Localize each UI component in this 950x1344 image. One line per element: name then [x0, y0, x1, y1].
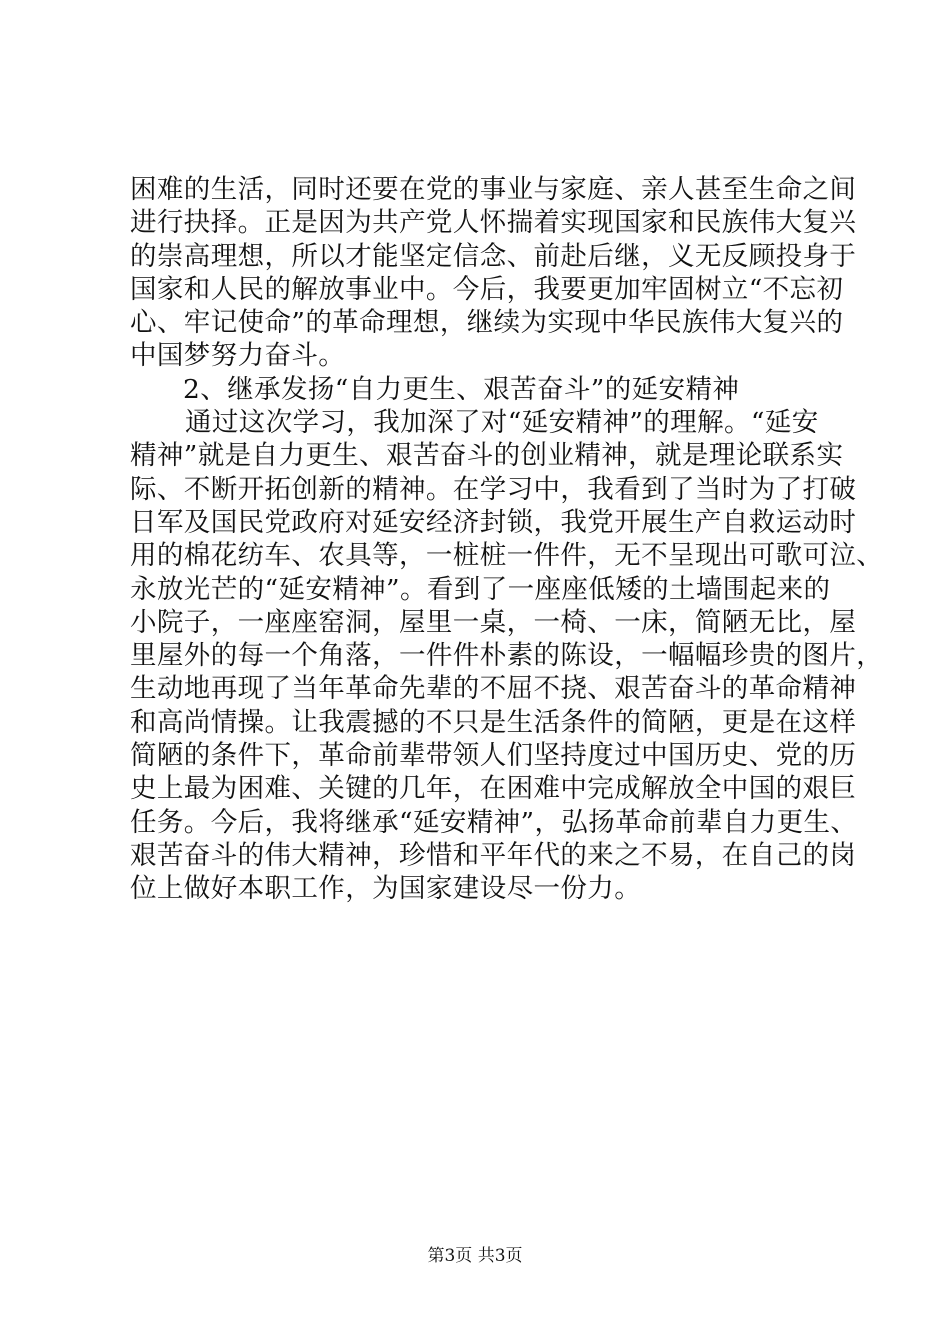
body-line: 通过这次学习，我加深了对“延安精神”的理解。“延安: [185, 407, 819, 439]
body-line: 小院子，一座座窑洞，屋里一桌，一椅、一床，简陋无比，屋: [130, 606, 857, 638]
body-line: 心、牢记使命”的革命理想，继续为实现中华民族伟大复兴的: [130, 307, 844, 339]
body-line: 和高尚情操。让我震撼的不只是生活条件的简陋，更是在这样: [130, 706, 857, 738]
body-line: 生动地再现了当年革命先辈的不屈不挠、艰苦奋斗的革命精神: [130, 673, 857, 705]
body-line: 用的棉花纺车、农具等，一桩桩一件件，无不呈现出可歌可泣、: [130, 540, 884, 572]
document-body: [130, 173, 884, 906]
body-line: 位上做好本职工作，为国家建设尽一份力。: [130, 873, 642, 905]
body-line: 中国梦努力奋斗。: [130, 340, 346, 372]
body-line: 进行抉择。正是因为共产党人怀揣着实现国家和民族伟大复兴: [130, 207, 857, 239]
body-line: 简陋的条件下，革命前辈带领人们坚持度过中国历史、党的历: [130, 740, 857, 772]
body-line: 困难的生活，同时还要在党的事业与家庭、亲人甚至生命之间: [130, 174, 857, 205]
page-number-footer: 第3页 共3页: [427, 1246, 523, 1266]
body-line: 际、不断开拓创新的精神。在学习中，我看到了当时为了打破: [130, 473, 857, 505]
body-line: 的崇高理想，所以才能坚定信念、前赴后继，义无反顾投身于: [130, 240, 857, 272]
body-line: 精神”就是自力更生、艰苦奋斗的创业精神，就是理论联系实: [130, 440, 844, 472]
body-line: 任务。今后，我将继承“延安精神”，弘扬革命前辈自力更生、: [130, 806, 858, 838]
body-line: 里屋外的每一个角落，一件件朴素的陈设，一幅幅珍贵的图片，: [130, 640, 884, 672]
body-line: 日军及国民党政府对延安经济封锁，我党开展生产自救运动时: [130, 506, 857, 538]
body-line: 史上最为困难、关键的几年，在困难中完成解放全中国的艰巨: [130, 773, 857, 805]
body-line: 艰苦奋斗的伟大精神，珍惜和平年代的来之不易，在自己的岗: [130, 839, 857, 871]
body-line: 永放光芒的“延安精神”。看到了一座座低矮的土墙围起来的: [130, 573, 831, 605]
section-heading: 2、继承发扬“自力更生、艰苦奋斗”的延安精神: [183, 373, 740, 405]
body-line: 国家和人民的解放事业中。今后，我要更加牢固树立“不忘初: [130, 273, 844, 305]
